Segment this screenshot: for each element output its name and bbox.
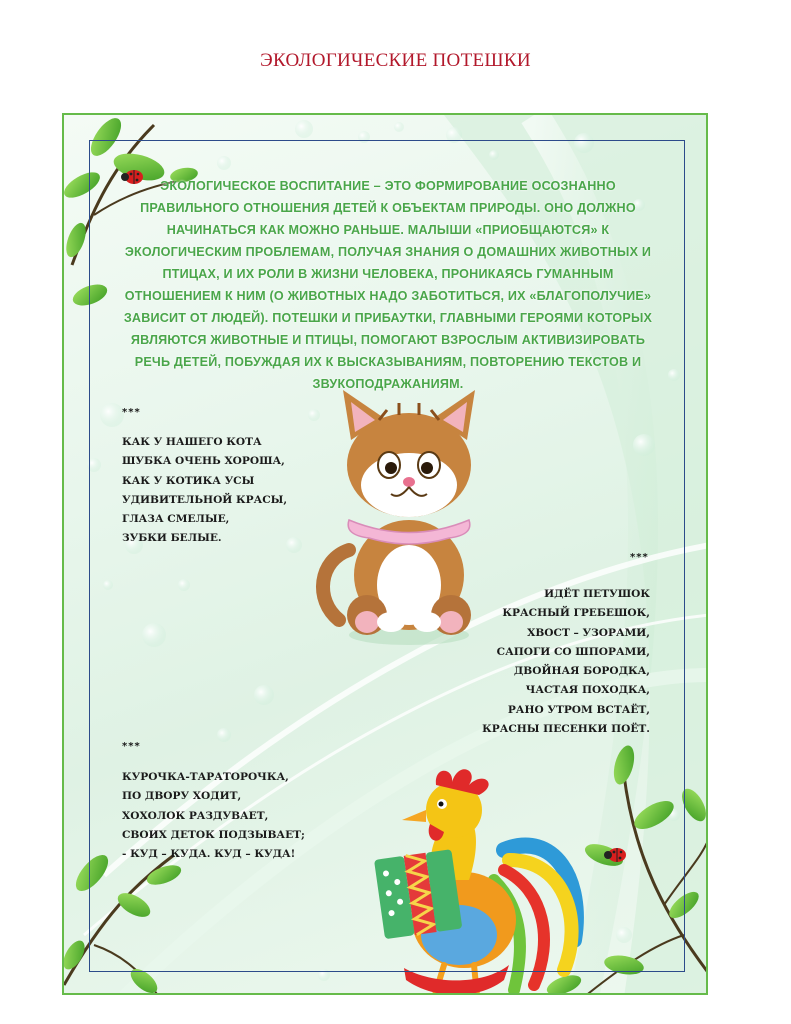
intro-paragraph: ЭКОЛОГИЧЕСКОЕ ВОСПИТАНИЕ – ЭТО ФОРМИРОВАНИЕ ОСОЗНАННО ПРАВИЛЬНОГО ОТНОШЕНИЯ ДЕТЕЙ К ОБЪЕКТАМ ПРИРОДЫ. ОНО ДОЛЖНО НАЧИНАТЬСЯ КАК МОЖНО РАНЬШЕ. МАЛЫШИ «ПРИОБЩАЮТСЯ» К ЭКОЛОГИЧЕСКИМ ПРОБЛЕМАМ, ПОЛУЧАЯ ЗНАНИЯ О ДОМАШНИХ ЖИВОТНЫХ И ПТИЦАХ, И ИХ РОЛИ В ЖИЗНИ ЧЕЛОВЕКА, ПРОНИКАЯСЬ ГУМАННЫМ ОТНОШЕНИЕМ К НИМ (О ЖИВОТНЫХ НАДО ЗАБОТИТЬСЯ, ИХ «БЛАГОПОЛУЧИЕ» ЗАВИСИТ ОТ ЛЮДЕЙ). ПОТЕШКИ И ПРИБАУТКИ, ГЛАВНЫМИ ГЕРОЯМИ КОТОРЫХ ЯВЛЯЮТСЯ ЖИВОТНЫЕ И ПТИЦЫ, ПОМОГАЮТ ВЗРОСЛЫМ АКТИВИЗИРОВАТЬ РЕЧЬ ДЕТЕЙ, ПОБУЖДАЯ ИХ К ВЫСКАЗЫВАНИЯМ, ПОВТОРЕНИЮ ТЕКСТОВ И ЗВУКОПОДРАЖАНИЯМ. [123, 179, 653, 391]
poem3-stars: *** [122, 741, 141, 752]
poem-cat: КАК У НАШЕГО КОТА ШУБКА ОЧЕНЬ ХОРОША, КАК У КОТИКА УСЫ УДИВИТЕЛЬНОЙ КРАСЫ, ГЛАЗА СМЕЛЫЕ, ЗУБКИ БЕЛЫЕ. [122, 436, 288, 545]
poster [62, 113, 708, 995]
poem1-stars: *** [122, 407, 141, 418]
poem-hen: КУРОЧКА-ТАРАТОРОЧКА, ПО ДВОРУ ХОДИТ, ХОХОЛОК РАЗДУВАЕТ, СВОИХ ДЕТОК ПОДЗЫВАЕТ; - КУД – КУДА. КУД – КУДА! [122, 771, 305, 861]
poem2-stars: *** [630, 552, 649, 563]
poem-rooster: ИДЁТ ПЕТУШОК КРАСНЫЙ ГРЕБЕШОК, ХВОСТ – УЗОРАМИ, САПОГИ СО ШПОРАМИ, ДВОЙНАЯ БОРОДКА, ЧАСТАЯ ПОХОДКА, РАНО УТРОМ ВСТАЁТ, КРАСНЫ ПЕСЕНКИ ПОЁТ. [482, 588, 650, 736]
page-title: ЭКОЛОГИЧЕСКИЕ ПОТЕШКИ [260, 50, 531, 71]
